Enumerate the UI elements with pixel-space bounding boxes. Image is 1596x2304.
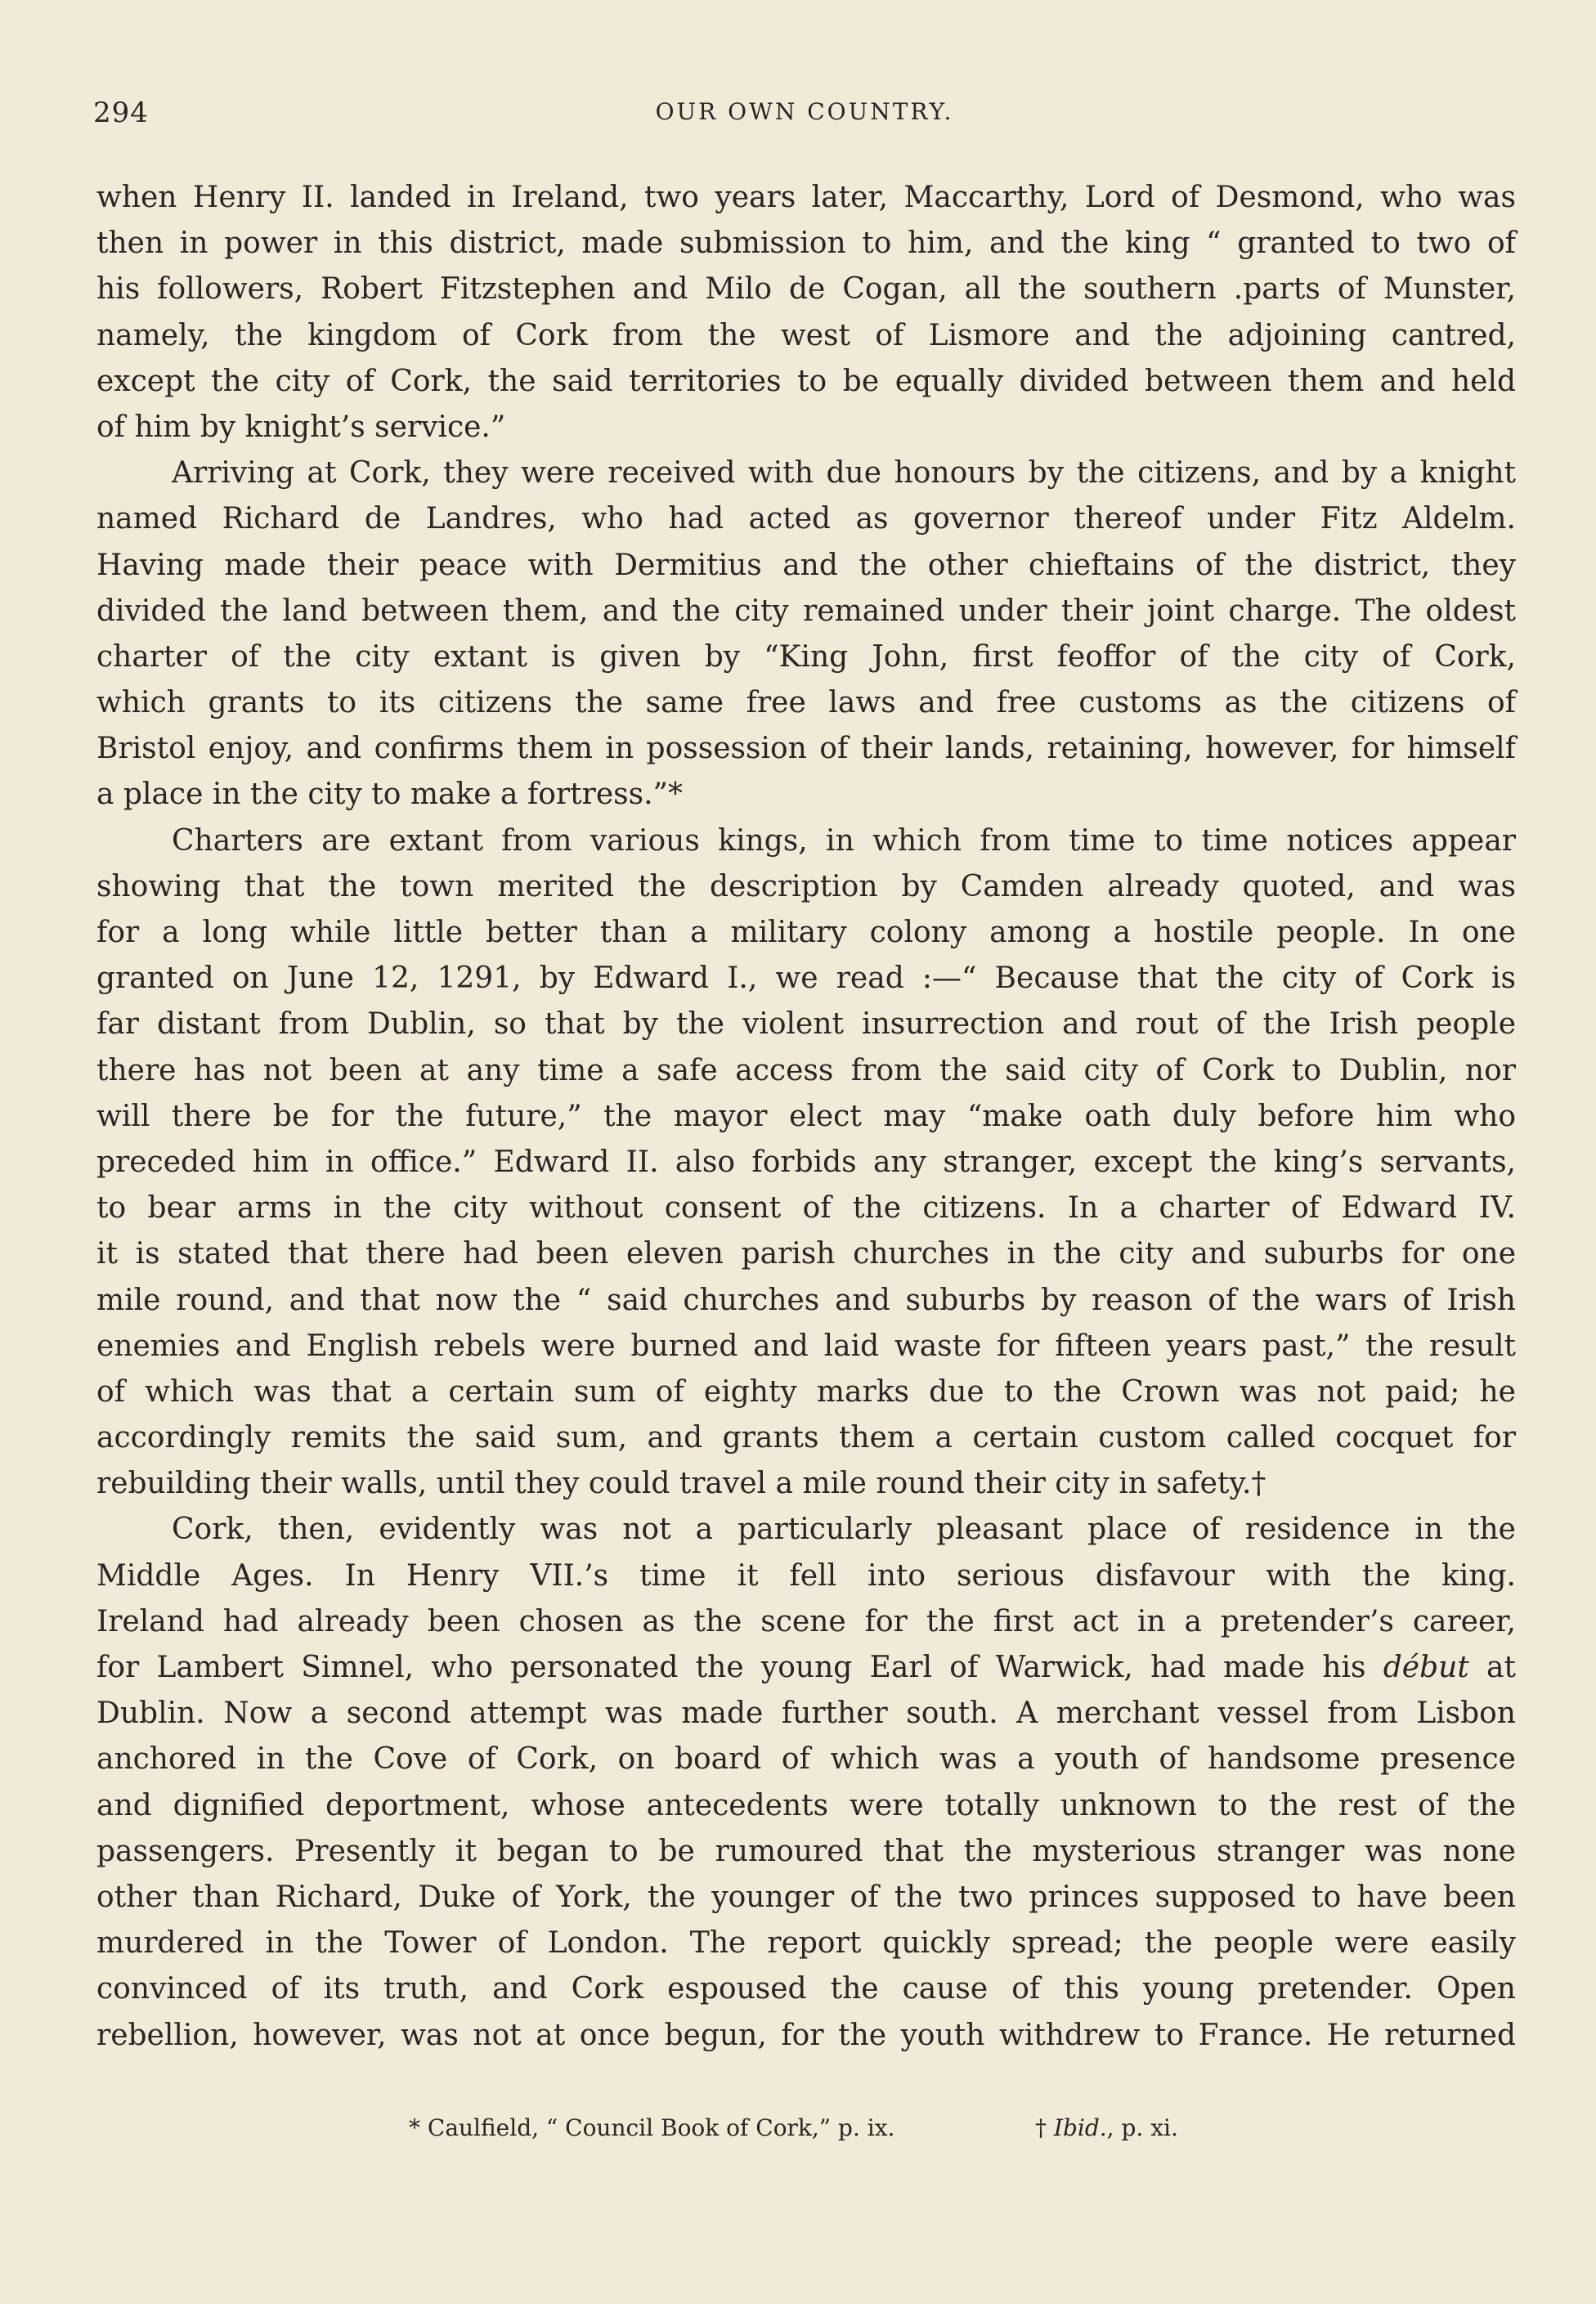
text-line: then in power in this district, made submission to him, and the king “ granted to two of: [96, 226, 1516, 261]
running-title: OUR OWN COUNTRY.: [655, 98, 954, 125]
footnotes: [96, 2114, 1516, 2147]
text-line: far distant from Dublin, so that by the violent insurrection and rout of the Irish people: [96, 1007, 1516, 1042]
text-line: Ireland had already been chosen as the scene for the first act in a pretender’s career,: [96, 1604, 1516, 1638]
text-line: rebellion, however, was not at once begun, for the youth withdrew to France. He returned: [96, 2018, 1516, 2052]
dagger-mark: †: [1035, 2114, 1047, 2141]
text-line: granted on June 12, 1291, by Edward I., we read :—“ Because that the city of Cork is: [96, 961, 1516, 996]
text-line: Middle Ages. In Henry VII.’s time it fell into serious disfavour with the king.: [96, 1558, 1516, 1593]
text-line: there has not been at any time a safe access from the said city of Cork to Dublin, nor: [96, 1053, 1516, 1087]
text-line: divided the land between them, and the city remained under their joint charge. The oldest: [96, 594, 1516, 628]
paragraph-start-line: Charters are extant from various kings, in which from time to time notices appear: [172, 823, 1516, 858]
text-line: except the city of Cork, the said territories to be equally divided between them and held: [96, 364, 1516, 398]
text-line: and dignified deportment, whose antecedents were totally unknown to the rest of the: [96, 1788, 1516, 1822]
text-line: will there be for the future,” the mayor elect may “make oath duly before him who: [96, 1099, 1516, 1133]
text-line: mile round, and that now the “ said churches and suburbs by reason of the wars of Irish: [96, 1283, 1516, 1317]
text-line-with-italic: [96, 1645, 1516, 1691]
text-line: when Henry II. landed in Ireland, two years later, Maccarthy, Lord of Desmond, who was: [96, 181, 1516, 214]
paragraph-start-line: Cork, then, evidently was not a particularly pleasant place of residence in the: [172, 1513, 1516, 1547]
text-line: namely, the kingdom of Cork from the west of Lismore and the adjoining cantred,: [96, 318, 1516, 352]
text-line: of which was that a certain sum of eighty marks due to the Crown was not paid; he: [96, 1374, 1516, 1409]
text-line: anchored in the Cove of Cork, on board of which was a youth of handsome presence: [96, 1742, 1516, 1777]
text-line: Dublin. Now a second attempt was made further south. A merchant vessel from Lisbon: [96, 1697, 1516, 1731]
text-line: to bear arms in the city without consent of the citizens. In a charter of Edward IV.: [96, 1191, 1516, 1226]
text-line: it is stated that there had been eleven parish churches in the city and suburbs for one: [96, 1237, 1516, 1271]
page-number: 294: [93, 96, 149, 129]
footnote-rest: , p. xi.: [1106, 2114, 1178, 2141]
text-line: other than Richard, Duke of York, the younger of the two princes supposed to have been: [96, 1880, 1516, 1914]
text-line: enemies and English rebels were burned and laid waste for fifteen years past,” the result: [96, 1329, 1516, 1363]
text-line: named Richard de Landres, who had acted as governor thereof under Fitz Aldelm.: [96, 502, 1516, 536]
text-segment: at: [1486, 1651, 1516, 1684]
text-line: Having made their peace with Dermitius and the other chieftains of the district, they: [96, 548, 1516, 582]
footnote-caulfield: * Caulfield, “ Council Book of Cork,” p. ix.: [409, 2114, 895, 2141]
footnote-italic: Ibid.: [1053, 2114, 1107, 2141]
text-segment: for Lambert Simnel, who personated the young Earl of Warwick, had made his: [96, 1651, 1366, 1684]
text-line: murdered in the Tower of London. The report quickly spread; the people were easily: [96, 1926, 1516, 1961]
text-line: rebuilding their walls, until they could travel a mile round their city in safety.†: [96, 1467, 1266, 1501]
text-line: which grants to its citizens the same free laws and free customs as the citizens of: [96, 686, 1516, 720]
text-line: charter of the city extant is given by “King John, first feoffor of the city of Cork,: [96, 639, 1516, 674]
text-line: of him by knight’s service.”: [96, 410, 506, 444]
text-line: passengers. Presently it began to be rumoured that the mysterious stranger was none: [96, 1834, 1516, 1868]
page-header: [93, 96, 1516, 137]
text-line: his followers, Robert Fitzstephen and Milo de Cogan, all the southern .parts of Munster,: [96, 272, 1516, 307]
text-line: a place in the city to make a fortress.”*: [96, 778, 683, 812]
text-line: showing that the town merited the description by Camden already quoted, and was: [96, 869, 1516, 903]
text-line: for a long while little better than a military colony among a hostile people. In one: [96, 916, 1516, 949]
text-line: convinced of its truth, and Cork espoused the cause of this young pretender. Open: [96, 1972, 1516, 2006]
text-line: Bristol enjoy, and confirms them in possession of their lands, retaining, however, for himself: [96, 732, 1516, 766]
text-line: preceded him in office.” Edward II. also forbids any stranger, except the king’s servants,: [96, 1145, 1516, 1179]
italic-word: début: [1383, 1651, 1469, 1684]
footnote-ibid: [1035, 2114, 1178, 2141]
body-text: [96, 175, 1516, 2059]
paragraph-start-line: Arriving at Cork, they were received with due honours by the citizens, and by a knight: [172, 456, 1516, 491]
text-line: accordingly remits the said sum, and grants them a certain custom called cocquet for: [96, 1421, 1516, 1455]
